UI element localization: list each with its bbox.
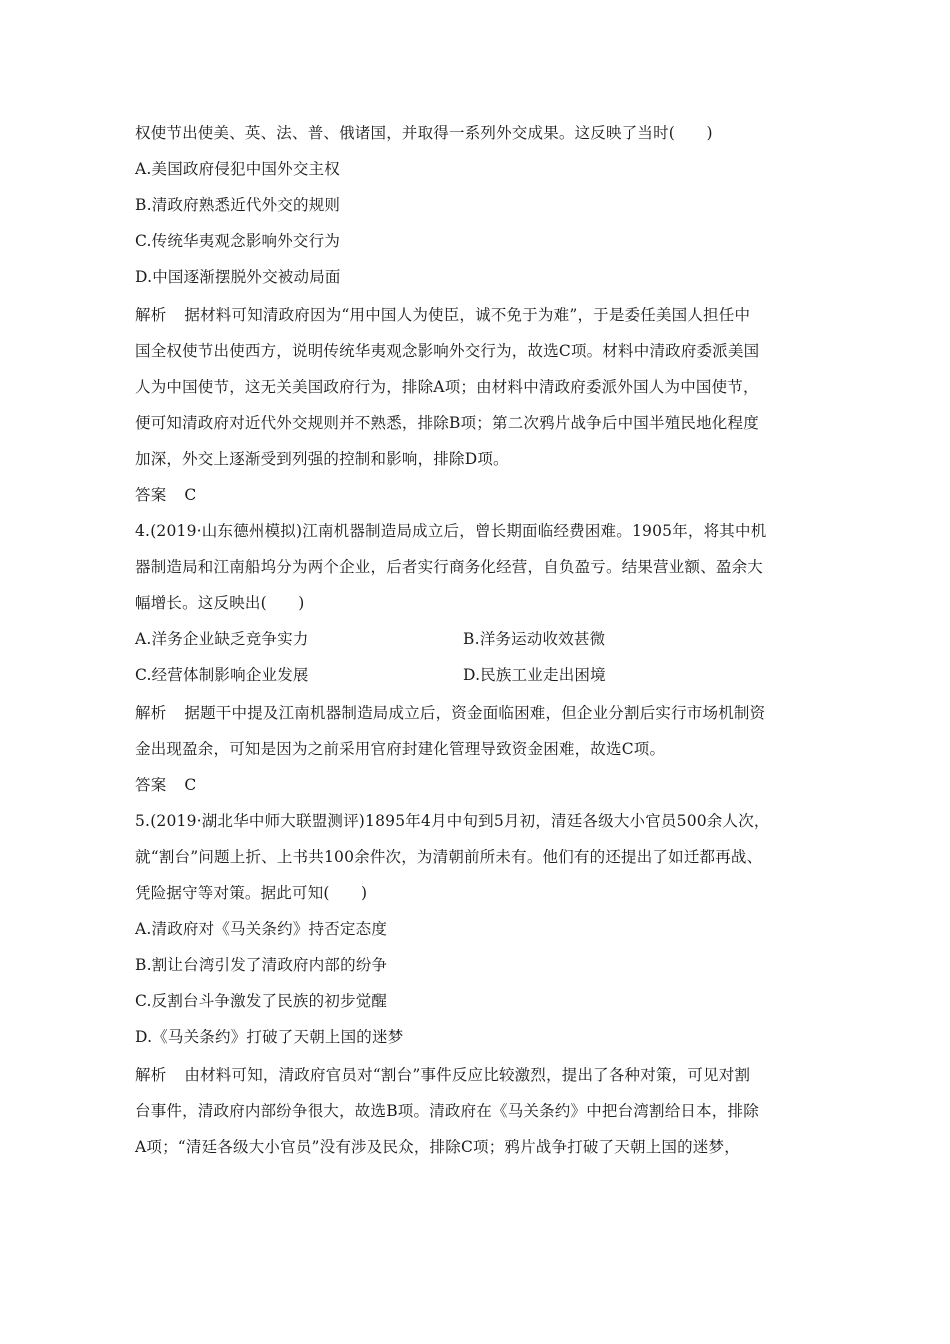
q4-analysis-line-2: 金出现盈余，可知是因为之前采用官府封建化管理导致资金困难，故选C项。 (135, 740, 666, 758)
q5-option-b: B.割让台湾引发了清政府内部的纷争 (135, 956, 388, 974)
q4-option-b: B.洋务运动收效甚微 (463, 630, 606, 648)
q5-stem-line-3: 凭险据守等对策。据此可知( ) (135, 884, 368, 902)
q3-answer-value: C (184, 486, 197, 504)
q5-analysis-label: 解析 (135, 1066, 167, 1084)
q3-option-a: A.美国政府侵犯中国外交主权 (135, 160, 340, 178)
q3-stem-tail: 权使节出使美、英、法、普、俄诸国，并取得一系列外交成果。这反映了当时( ) (135, 124, 713, 142)
q3-analysis-line-2: 国全权使节出使西方，说明传统华夷观念影响外交行为，故选C项。材料中清政府委派美国 (135, 342, 760, 360)
q5-option-d: D.《马关条约》打破了天朝上国的迷梦 (135, 1028, 404, 1046)
q4-option-c: C.经营体制影响企业发展 (135, 666, 309, 684)
q4-analysis-text-1: 据题干中提及江南机器制造局成立后，资金面临困难，但企业分割后实行市场机制资 (184, 704, 766, 722)
q5-analysis-line-3: A项；“清廷各级大小官员”没有涉及民众，排除C项；鸦片战争打破了天朝上国的迷梦， (135, 1138, 740, 1156)
q4-stem-line-2: 器制造局和江南船坞分为两个企业，后者实行商务化经营，自负盈亏。结果营业额、盈余大 (135, 558, 764, 576)
q4-stem-line-3: 幅增长。这反映出( ) (135, 594, 305, 612)
q3-option-c: C.传统华夷观念影响外交行为 (135, 232, 341, 250)
q3-analysis-line-4: 便可知清政府对近代外交规则并不熟悉，排除B项；第二次鸦片战争后中国半殖民地化程度 (135, 414, 759, 432)
q5-analysis-text-1: 由材料可知，清政府官员对“割台”事件反应比较激烈，提出了各种对策，可见对割 (184, 1066, 751, 1084)
q3-analysis-line-5: 加深，外交上逐渐受到列强的控制和影响，排除D项。 (135, 450, 509, 468)
q4-analysis-label: 解析 (135, 704, 167, 722)
q3-analysis-label: 解析 (135, 306, 167, 324)
q4-option-d: D.民族工业走出困境 (463, 666, 606, 684)
q5-stem-line-2: 就“割台”问题上折、上书共100余件次，为清朝前所未有。他们有的还提出了如迁都再战、 (135, 848, 763, 866)
q4-answer-value: C (184, 776, 197, 794)
q5-option-c: C.反割台斗争激发了民族的初步觉醒 (135, 992, 388, 1010)
q4-answer (135, 774, 196, 796)
q4-options-row-2 (135, 664, 825, 686)
q4-answer-label: 答案 (135, 776, 167, 794)
q4-analysis-line-1 (135, 702, 765, 724)
q3-answer (135, 484, 196, 506)
q4-stem-line-1: 4.(2019·山东德州模拟)江南机器制造局成立后，曾长期面临经费困难。1905年，将其中机 (135, 522, 767, 540)
q3-analysis-line-3: 人为中国使节，这无关美国政府行为，排除A项；由材料中清政府委派外国人为中国使节， (135, 378, 759, 396)
q3-option-d: D.中国逐渐摆脱外交被动局面 (135, 268, 341, 286)
q5-analysis-line-2: 台事件，清政府内部纷争很大，故选B项。清政府在《马关条约》中把台湾割给日本，排除 (135, 1102, 759, 1120)
q4-options-row-1 (135, 628, 825, 650)
q4-option-a: A.洋务企业缺乏竞争实力 (135, 630, 309, 648)
q5-stem-line-1: 5.(2019·湖北华中师大联盟测评)1895年4月中旬到5月初，清廷各级大小官员500余人次， (135, 812, 770, 830)
q5-option-a: A.清政府对《马关条约》持否定态度 (135, 920, 388, 938)
q3-analysis-line-1 (135, 304, 750, 326)
q3-option-b: B.清政府熟悉近代外交的规则 (135, 196, 341, 214)
q3-answer-label: 答案 (135, 486, 167, 504)
q5-analysis-line-1 (135, 1064, 750, 1086)
q3-analysis-text-1: 据材料可知清政府因为“用中国人为使臣，诚不免于为难”，于是委任美国人担任中 (184, 306, 751, 324)
